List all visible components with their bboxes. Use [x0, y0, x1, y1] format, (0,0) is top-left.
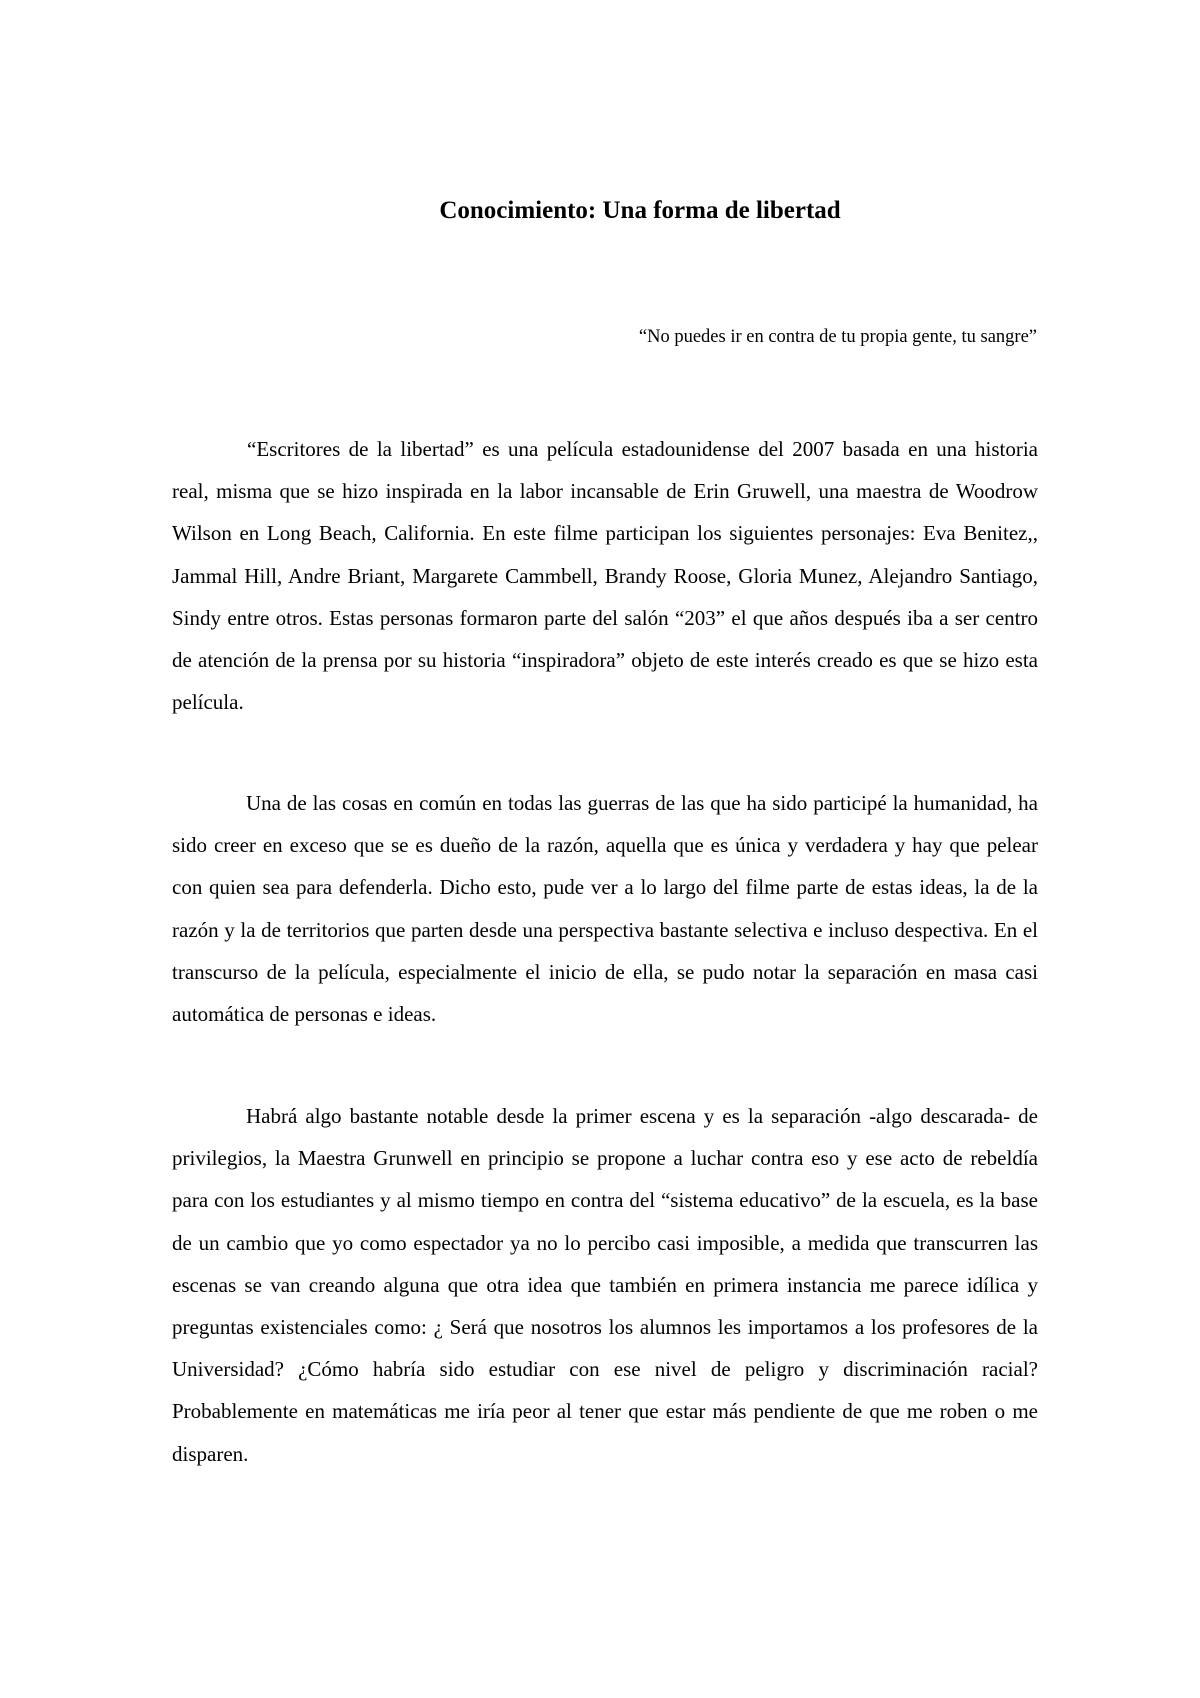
paragraph-3: Habrá algo bastante notable desde la primer escena y es la separación -algo descarada- de privilegios, la Maestra Grunwell en principio se propone a luchar contra eso y ese acto de rebeldía para con los estudiantes y al mismo tiempo en contra del “sistema educativo” de la escuela, es la base de un cambio que yo como espectador ya no lo percibo casi imposible, a medida que transcurren las escenas se van creando alguna que otra idea que también en primera instancia me parece idílica y preguntas existenciales como: ¿ Será que nosotros los alumnos les importamos a los profesores de la Universidad? ¿Cómo habría sido estudiar con ese nivel de peligro y discriminación racial? Probablemente en matemáticas me iría peor al tener que estar más pendiente de que me roben o me disparen. — [172, 1104, 1038, 1466]
paragraph-1: “Escritores de la libertad” es una película estadounidense del 2007 basada en una historia real, misma que se hizo inspirada en la labor incansable de Erin Gruwell, una maestra de Woodrow Wilson en Long Beach, California. En este filme participan los siguientes personajes: Eva Benitez,, Jammal Hill, Andre Briant, Margarete Cammbell, Brandy Roose, Gloria Munez, Alejandro Santiago, Sindy entre otros. Estas personas formaron parte del salón “203” el que años después iba a ser centro de atención de la prensa por su historia “inspiradora” objeto de este interés creado es que se hizo esta película. — [172, 437, 1038, 715]
document-title: Conocimiento: Una forma de libertad — [439, 197, 841, 224]
paragraph-2: Una de las cosas en común en todas las guerras de las que ha sido participé la humanidad, ha sido creer en exceso que se es dueño de la razón, aquella que es única y verdadera y hay que pelear con quien sea para defenderla. Dicho esto, pude ver a lo largo del filme parte de estas ideas, la de la razón y la de territorios que parten desde una perspectiva bastante selectiva e incluso despectiva. En el transcurso de la película, especialmente el inicio de ella, se pudo notar la separación en masa casi automática de personas e ideas. — [172, 791, 1038, 1027]
epigraph-quote: “No puedes ir en contra de tu propia gente, tu sangre” — [638, 327, 1037, 347]
